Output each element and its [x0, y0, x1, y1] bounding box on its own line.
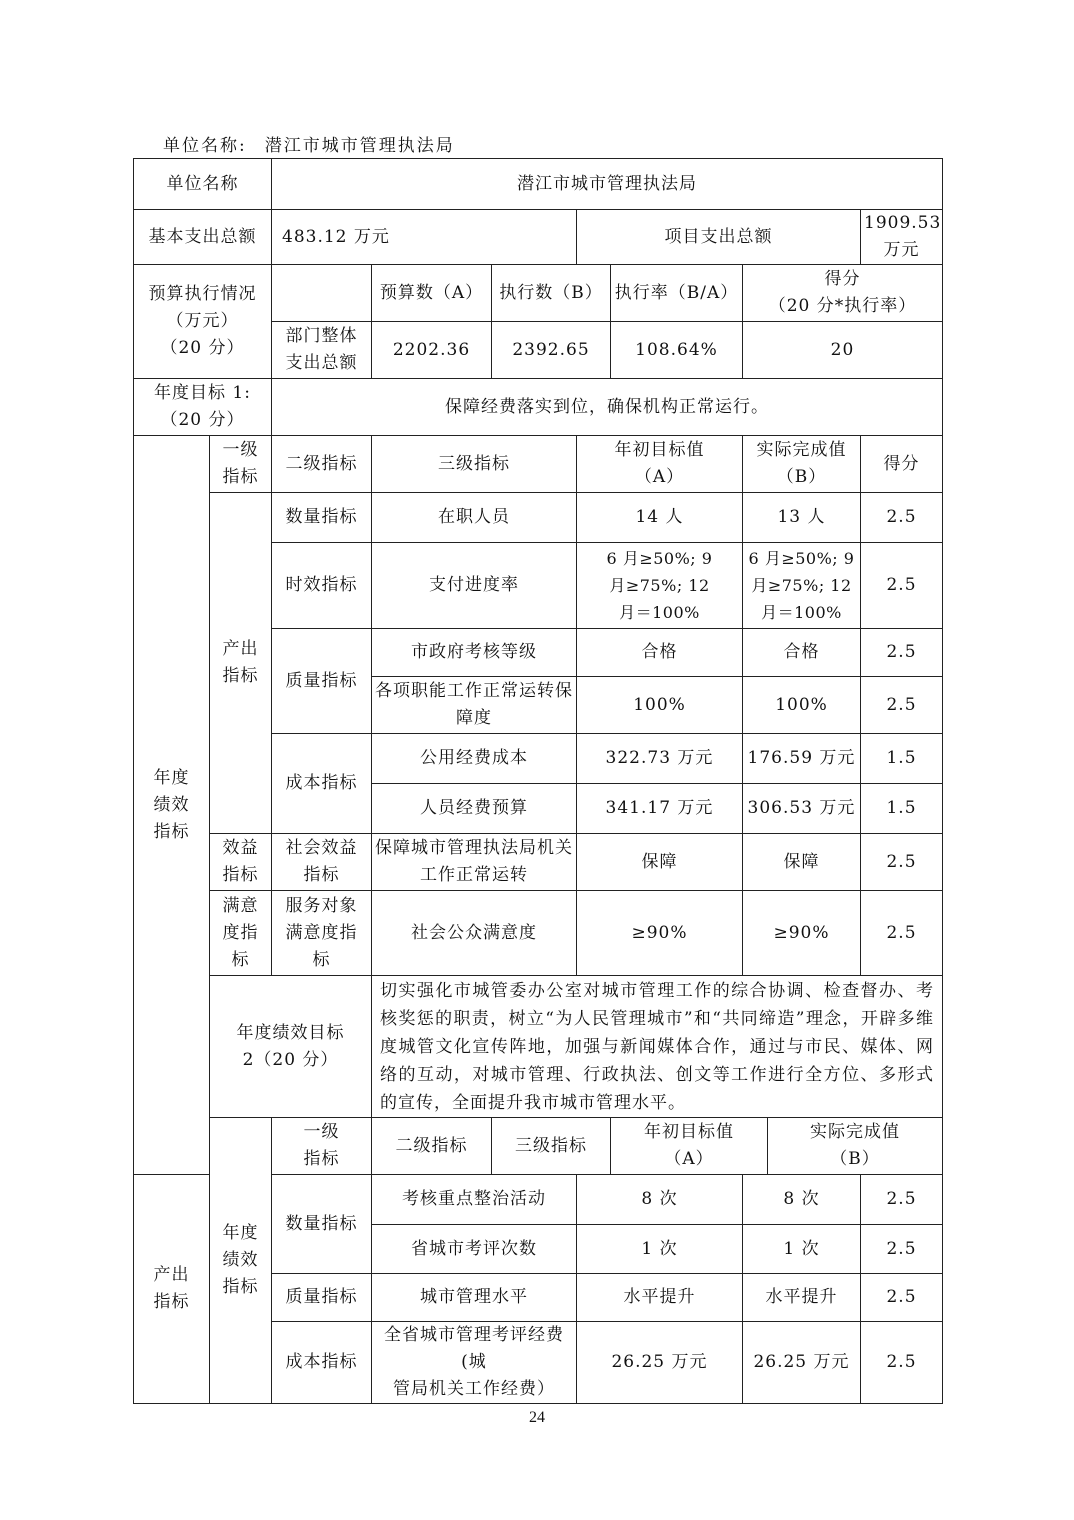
- level3-cell: 支付进度率: [372, 543, 577, 629]
- perf1-col-level3: 三级指标: [372, 436, 577, 493]
- score-cell: 1.5: [861, 784, 943, 834]
- level3-cell: 全省城市管理考评经费(城 管局机关工作经费）: [372, 1322, 577, 1404]
- perf2-col-target: 年初目标值 （A）: [611, 1118, 768, 1175]
- target-cell: 26.25 万元: [577, 1322, 743, 1404]
- level3-cell: 各项职能工作正常运转保 障度: [372, 677, 577, 734]
- score-cell: 2.5: [861, 629, 943, 677]
- actual-cell: 6 月≥50%; 9 月≥75%; 12 月＝100%: [743, 543, 861, 629]
- target-cell: 8 次: [577, 1175, 743, 1225]
- actual-cell: 26.25 万元: [743, 1322, 861, 1404]
- target-cell: 保障: [577, 834, 743, 891]
- level3-cell: 市政府考核等级: [372, 629, 577, 677]
- perf1-col-score: 得分: [861, 436, 943, 493]
- perf1-section-label: 年度 绩效 指标: [134, 436, 210, 1175]
- level2-cell: 质量指标: [272, 1274, 372, 1322]
- perf2-col-level3: 三级指标: [492, 1118, 611, 1175]
- level3-cell: 保障城市管理执法局机关 工作正常运转: [372, 834, 577, 891]
- level3-cell: 城市管理水平: [372, 1274, 577, 1322]
- rate-value: 108.64%: [611, 322, 743, 379]
- target-cell: 14 人: [577, 493, 743, 543]
- actual-cell: ≥90%: [743, 891, 861, 976]
- unit-row: [134, 159, 943, 210]
- target-cell: 322.73 万元: [577, 734, 743, 784]
- score-cell: 1.5: [861, 734, 943, 784]
- level2-cell: 服务对象 满意度指 标: [272, 891, 372, 976]
- budget-header-row: [134, 265, 943, 322]
- perf2-col-level2: 二级指标: [372, 1118, 492, 1175]
- score-cell: 2.5: [861, 1175, 943, 1225]
- target-cell: 合格: [577, 629, 743, 677]
- actual-cell: 合格: [743, 629, 861, 677]
- unit-label: 单位名称: [134, 159, 272, 210]
- goal2-text: 切实强化市城管委办公室对城市管理工作的综合协调、检查督办、考核奖惩的职责，树立“为人民管理城市”和“共同缔造”理念，开辟多维度城管文化宣传阵地，加强与新闻媒体合作，通过与市民、媒体、网络的互动，对城市管理、行政执法、创文等工作进行全方位、多形式的宣传，全面提升我市城市管理水平。: [372, 976, 943, 1118]
- budget-section-label: 预算执行情况 （万元） （20 分）: [134, 265, 272, 379]
- target-cell: 6 月≥50%; 9 月≥75%; 12 月＝100%: [577, 543, 743, 629]
- actual-cell: 8 次: [743, 1175, 861, 1225]
- unit-caption: [163, 131, 455, 156]
- score-cell: 2.5: [861, 1322, 943, 1404]
- perf2-header-row: [134, 1118, 943, 1175]
- project-expense-label: 项目支出总额: [577, 210, 861, 265]
- level2-cell: 质量指标: [272, 629, 372, 734]
- level3-cell: 公用经费成本: [372, 734, 577, 784]
- perf1-col-level1: 一级 指标: [210, 436, 272, 493]
- exec-value: 2392.65: [492, 322, 611, 379]
- level3-cell: 人员经费预算: [372, 784, 577, 834]
- perf1-benefit-label: 效益 指标: [210, 834, 272, 891]
- perf2-section-label: 年度 绩效 指标: [210, 1118, 272, 1404]
- score-cell: 2.5: [861, 891, 943, 976]
- budget-col-score: 得分 （20 分*执行率）: [743, 265, 943, 322]
- actual-cell: 水平提升: [743, 1274, 861, 1322]
- perf2-output-label: 产出 指标: [134, 1175, 210, 1404]
- perf1-header-row: [134, 436, 943, 493]
- goal1-row: [134, 379, 943, 436]
- level2-cell: 成本指标: [272, 1322, 372, 1404]
- perf1-col-actual: 实际完成值 （B）: [743, 436, 861, 493]
- level2-cell: 成本指标: [272, 734, 372, 834]
- perf1-output-label: 产出 指标: [210, 493, 272, 834]
- expense-row: [134, 210, 943, 265]
- level3-cell: 在职人员: [372, 493, 577, 543]
- level2-cell: 数量指标: [272, 493, 372, 543]
- perf2-col-level1: 一级 指标: [272, 1118, 372, 1175]
- actual-cell: 1 次: [743, 1225, 861, 1274]
- budget-score-value: 20: [743, 322, 943, 379]
- target-cell: 水平提升: [577, 1274, 743, 1322]
- level2-cell: 社会效益 指标: [272, 834, 372, 891]
- score-cell: 2.5: [861, 493, 943, 543]
- target-cell: ≥90%: [577, 891, 743, 976]
- perf1-satisfaction-label: 满意 度指 标: [210, 891, 272, 976]
- budget-value: 2202.36: [372, 322, 492, 379]
- score-cell: 2.5: [861, 1274, 943, 1322]
- actual-cell: 100%: [743, 677, 861, 734]
- score-cell: 2.5: [861, 834, 943, 891]
- actual-cell: 13 人: [743, 493, 861, 543]
- actual-cell: 306.53 万元: [743, 784, 861, 834]
- goal2-label: 年度绩效目标 2（20 分）: [210, 976, 372, 1118]
- table-row: [134, 891, 943, 976]
- score-cell: 2.5: [861, 1225, 943, 1274]
- goal1-text: 保障经费落实到位，确保机构正常运行。: [272, 379, 943, 436]
- level3-cell: 考核重点整治活动: [372, 1175, 577, 1225]
- budget-col-exec: 执行数（B）: [492, 265, 611, 322]
- unit-value: 潜江市城市管理执法局: [272, 159, 943, 210]
- score-cell: 2.5: [861, 677, 943, 734]
- score-cell: 2.5: [861, 543, 943, 629]
- budget-row-label: 部门整体 支出总额: [272, 322, 372, 379]
- page-number: 24: [529, 1409, 545, 1426]
- goal2-row: [134, 976, 943, 1118]
- budget-col-budget: 预算数（A）: [372, 265, 492, 322]
- target-cell: 341.17 万元: [577, 784, 743, 834]
- goal1-label: 年度目标 1: （20 分）: [134, 379, 272, 436]
- target-cell: 100%: [577, 677, 743, 734]
- target-cell: 1 次: [577, 1225, 743, 1274]
- project-expense-value: 1909.53 万元: [861, 210, 943, 265]
- unit-caption-value: 潜江市城市管理执法局: [264, 136, 455, 156]
- performance-table: [133, 158, 943, 1404]
- unit-caption-label: 单位名称:: [163, 136, 247, 156]
- perf2-col-actual: 实际完成值 （B）: [768, 1118, 943, 1175]
- level2-cell: 时效指标: [272, 543, 372, 629]
- budget-col-rate: 执行率（B/A）: [611, 265, 743, 322]
- table-row: [134, 493, 943, 543]
- level3-cell: 社会公众满意度: [372, 891, 577, 976]
- actual-cell: 保障: [743, 834, 861, 891]
- perf1-col-level2: 二级指标: [272, 436, 372, 493]
- actual-cell: 176.59 万元: [743, 734, 861, 784]
- basic-expense-label: 基本支出总额: [134, 210, 272, 265]
- budget-header-empty: [272, 265, 372, 322]
- perf1-col-target: 年初目标值 （A）: [577, 436, 743, 493]
- table-row: [134, 834, 943, 891]
- level2-cell: 数量指标: [272, 1175, 372, 1274]
- level3-cell: 省城市考评次数: [372, 1225, 577, 1274]
- basic-expense-value: 483.12 万元: [272, 210, 577, 265]
